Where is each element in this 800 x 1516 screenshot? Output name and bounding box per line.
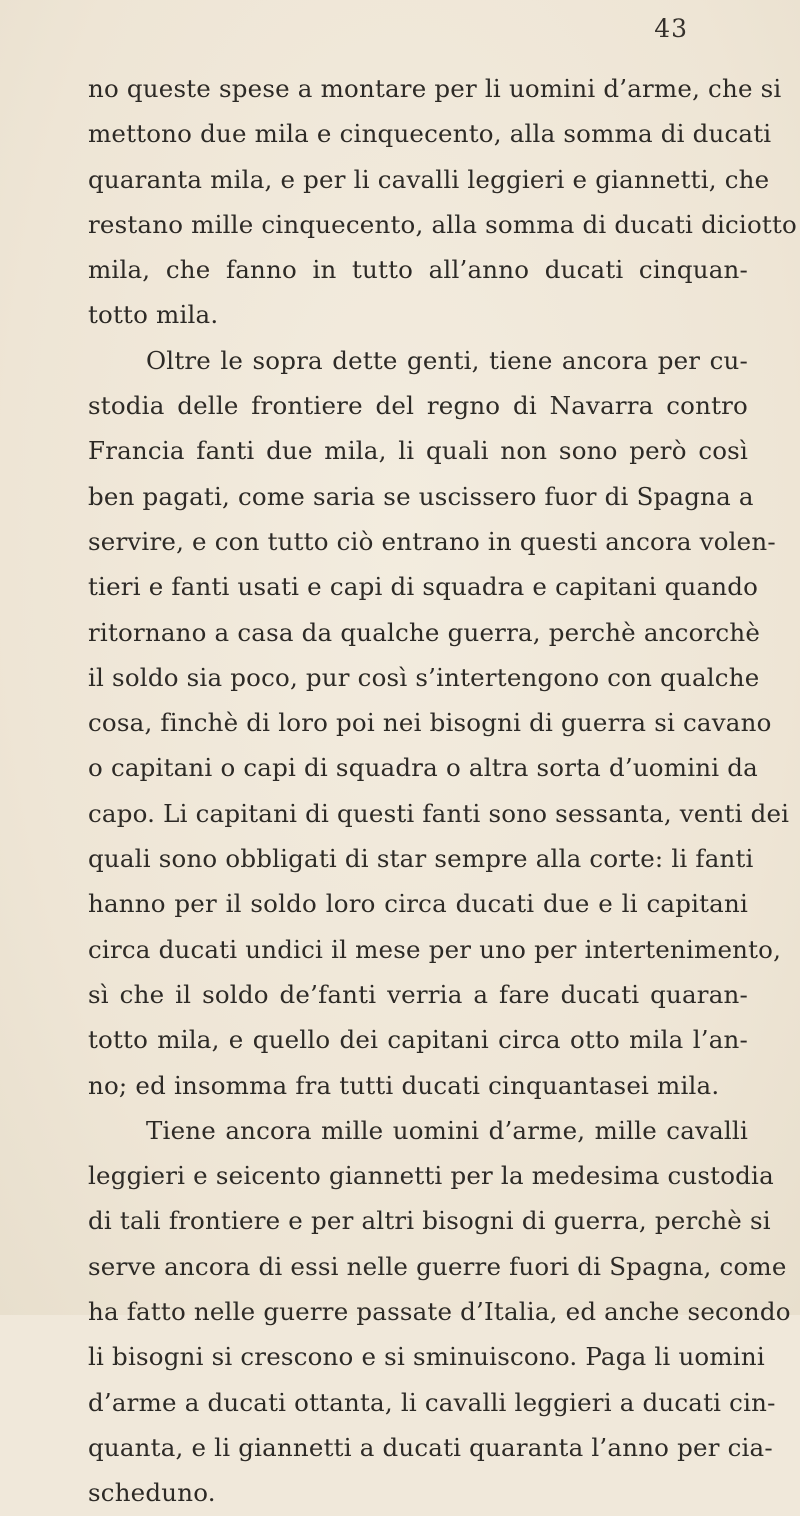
text-line: mettono due mila e cinquecento, alla somma di ducati <box>88 119 772 149</box>
text-line: d’arme a ducati ottanta, li cavalli leggieri a ducati cin- <box>88 1387 776 1417</box>
text-line: Francia fanti due mila, li quali non sono però così <box>88 436 748 466</box>
text-line: capo. Li capitani di questi fanti sono sessanta, venti dei <box>88 798 790 828</box>
text-line: cosa, finchè di loro poi nei bisogni di guerra si cavano <box>88 708 772 738</box>
text-line: servire, e con tutto ciò entrano in questi ancora volen- <box>88 526 776 556</box>
text-line: totto mila, e quello dei capitani circa otto mila l’an- <box>88 1025 748 1055</box>
text-line: o capitani o capi di squadra o altra sorta d’uomini da <box>88 753 758 783</box>
text-line: no queste spese a montare per li uomini d’arme, che si <box>88 74 782 103</box>
text-line: ben pagati, come saria se uscissero fuor di Spagna a <box>88 481 754 511</box>
text-line: il soldo sia poco, pur così s’intertengono con qualche <box>88 662 760 692</box>
text-line: stodia delle frontiere del regno di Navarra contro <box>88 391 748 421</box>
body-text <box>88 66 797 1516</box>
text-line: totto mila. <box>88 300 219 330</box>
text-line: Tiene ancora mille uomini d’arme, mille cavalli <box>146 1115 748 1145</box>
text-line: quanta, e li giannetti a ducati quaranta l’anno per cia- <box>88 1432 773 1462</box>
text-line: mila, che fanno in tutto all’anno ducati cinquan- <box>88 255 748 285</box>
text-line: circa ducati undici il mese per uno per intertenimento, <box>88 934 782 964</box>
text-line: di tali frontiere e per altri bisogni di guerra, perchè si <box>88 1206 771 1236</box>
text-line: restano mille cinquecento, alla somma di ducati diciotto <box>88 209 797 239</box>
page-number: 43 <box>654 14 688 43</box>
text-line: tieri e fanti usati e capi di squadra e capitani quando <box>88 572 759 602</box>
text-line: serve ancora di essi nelle guerre fuori di Spagna, come <box>88 1251 787 1281</box>
text-line: ritornano a casa da qualche guerra, perchè ancorchè <box>88 617 761 647</box>
text-line: quaranta mila, e per li cavalli leggieri e giannetti, che <box>88 164 770 194</box>
text-line: li bisogni si crescono e si sminuiscono. Paga li uomini <box>88 1342 765 1372</box>
text-line: leggieri e seicento giannetti per la medesima custodia <box>88 1161 774 1191</box>
text-line: quali sono obbligati di star sempre alla corte: li fanti <box>88 844 754 874</box>
text-line: no; ed insomma fra tutti ducati cinquantasei mila. <box>88 1070 720 1100</box>
text-line: ha fatto nelle guerre passate d’Italia, ed anche secondo <box>88 1297 791 1327</box>
text-line: scheduno. <box>88 1478 216 1508</box>
text-line: Oltre le sopra dette genti, tiene ancora per cu- <box>146 345 748 375</box>
text-line: sì che il soldo de’fanti verria a fare ducati quaran- <box>88 979 748 1009</box>
text-line: hanno per il soldo loro circa ducati due e li capitani <box>88 889 748 919</box>
